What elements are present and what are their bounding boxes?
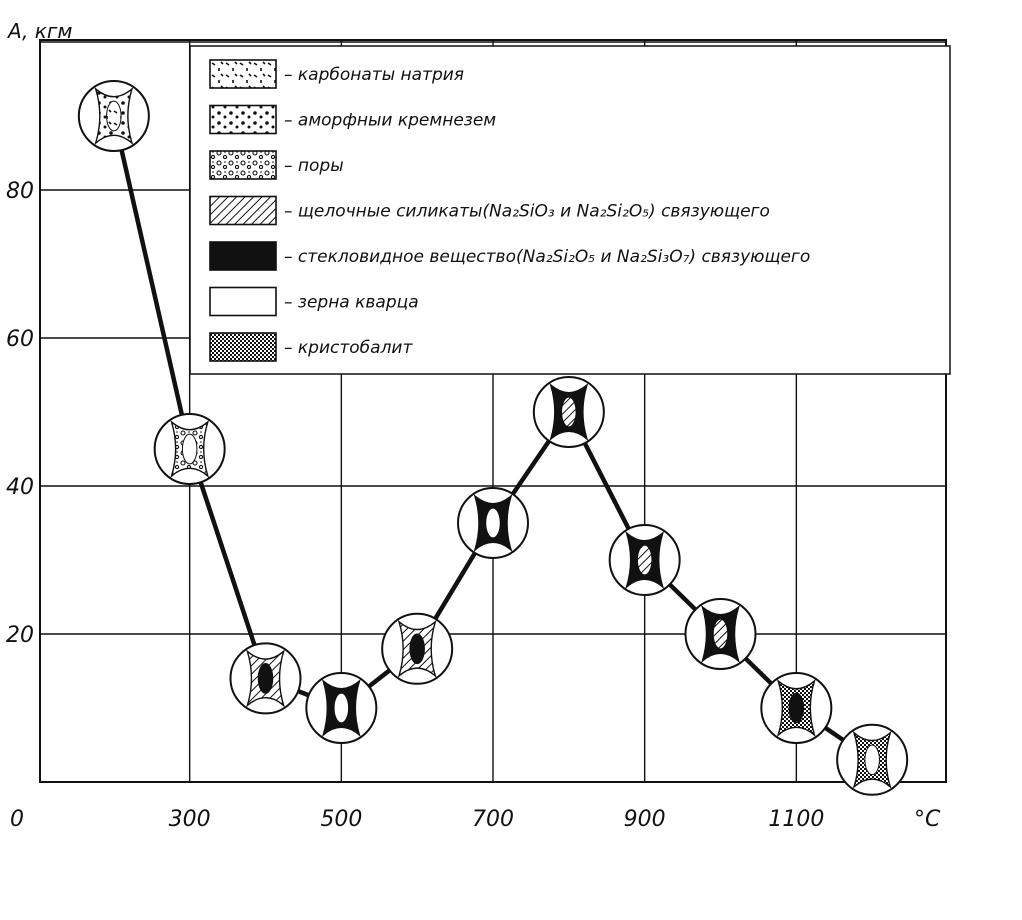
data-point-cristobalite-glassy (761, 673, 831, 743)
series-segment (746, 658, 772, 683)
y-axis-label: A, кгм (8, 19, 73, 43)
x-tick-label: 900 (623, 807, 666, 832)
x-axis-unit: °C (914, 807, 941, 832)
legend-label: – кристобалит (284, 338, 413, 358)
legend-swatch-pores (210, 151, 276, 179)
legend-label: – щелочные силикаты(Na₂SiO₃ и Na₂Si₂O₅) связующего (284, 201, 770, 222)
y-tick-label: 80 (6, 179, 34, 204)
legend-swatch-quartz-grains (210, 288, 276, 316)
data-point-glassy-quartz (306, 673, 376, 743)
legend-label: – стекловидное вещество(Na₂Si₂O₅ и Na₂Si₃O₇) связующего (284, 247, 811, 267)
series-segment (369, 670, 390, 686)
series-segment (201, 482, 255, 645)
data-point-cristobalite (837, 725, 907, 795)
marker-core (258, 664, 273, 694)
y-tick-label: 60 (6, 327, 34, 352)
data-point-glassy-alkali (610, 525, 680, 595)
data-point-carbonates-silica (79, 81, 149, 151)
marker-core (562, 397, 577, 427)
series-segment (435, 553, 475, 619)
legend-label: – карбонаты натрия (284, 65, 465, 85)
legend-swatch-glassy-substance (210, 242, 276, 270)
marker-core (865, 745, 880, 775)
y-tick-label: 20 (6, 623, 34, 648)
legend-label: – аморфныи кремнезем (284, 110, 497, 131)
marker-core (713, 619, 728, 649)
data-point-alkali-silicates (231, 643, 301, 713)
marker-core (486, 508, 501, 538)
data-point-glassy-alkali (534, 377, 604, 447)
data-point-glassy-alkali (686, 599, 756, 669)
y-tick-label: 40 (6, 475, 34, 500)
legend-swatch-alkali-silicates (210, 197, 276, 225)
marker-core (789, 693, 804, 723)
marker-core (637, 545, 652, 575)
x-tick-label: 1100 (768, 807, 825, 832)
marker-core (182, 434, 197, 464)
marker-core (107, 101, 122, 131)
legend (190, 46, 950, 374)
x-tick-label: 700 (472, 807, 514, 832)
legend-swatch-amorphous-silica (210, 106, 276, 134)
series-segment (825, 728, 843, 740)
series-segment (298, 691, 309, 695)
origin-label: 0 (10, 807, 24, 832)
legend-label: – зерна кварца (284, 292, 419, 313)
marker-core (410, 634, 425, 664)
marker-core (334, 693, 349, 723)
legend-swatch-sodium-carbonate (210, 60, 276, 88)
series-segment (670, 584, 696, 609)
data-point-pores (155, 414, 225, 484)
x-tick-label: 500 (320, 807, 363, 832)
legend-label: – поры (284, 156, 344, 176)
x-tick-label: 300 (168, 807, 211, 832)
legend-swatch-cristobalite (210, 333, 276, 361)
data-point-glassy-quartz (458, 488, 528, 558)
data-point-alkali-glassy (382, 614, 452, 684)
